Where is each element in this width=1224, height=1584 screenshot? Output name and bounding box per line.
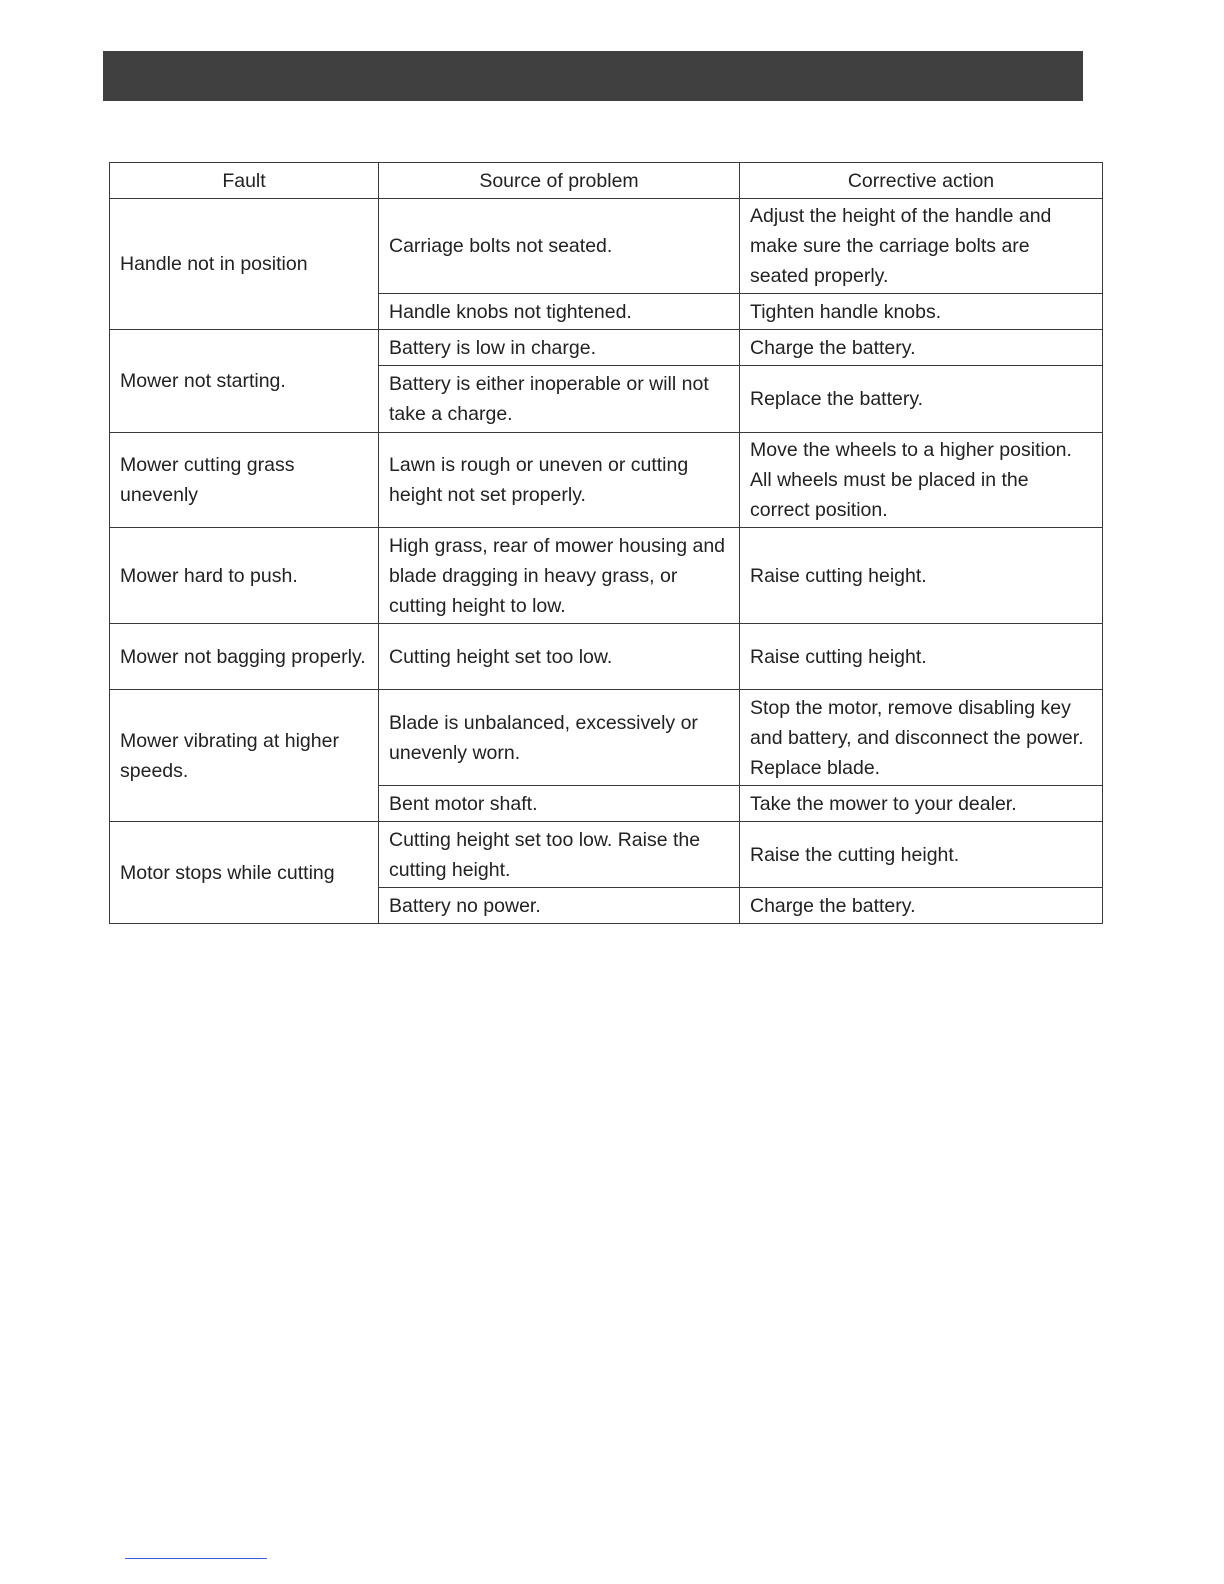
action-cell: Charge the battery.	[740, 888, 1103, 924]
section-header-bar	[103, 51, 1083, 101]
action-cell: Charge the battery.	[740, 330, 1103, 366]
table-row	[110, 330, 1103, 366]
fault-cell: Handle not in position	[110, 199, 379, 330]
source-cell: Cutting height set too low.	[379, 624, 740, 690]
fault-cell: Mower hard to push.	[110, 528, 379, 624]
fault-cell: Mower not bagging properly.	[110, 624, 379, 690]
source-cell: Handle knobs not tightened.	[379, 294, 740, 330]
action-cell: Raise cutting height.	[740, 624, 1103, 690]
action-cell: Raise cutting height.	[740, 528, 1103, 624]
table-row	[110, 199, 1103, 294]
source-cell: Lawn is rough or uneven or cutting height not set properly.	[379, 433, 740, 528]
table-row	[110, 624, 1103, 690]
source-cell: Battery is low in charge.	[379, 330, 740, 366]
footer-rule	[125, 1558, 267, 1559]
table-header-row	[110, 163, 1103, 199]
source-cell: High grass, rear of mower housing and blade dragging in heavy grass, or cutting height to low.	[379, 528, 740, 624]
action-cell: Adjust the height of the handle and make sure the carriage bolts are seated properly.	[740, 199, 1103, 294]
header-fault: Fault	[110, 163, 379, 199]
source-cell: Carriage bolts not seated.	[379, 199, 740, 294]
table-row	[110, 690, 1103, 786]
source-cell: Blade is unbalanced, excessively or unevenly worn.	[379, 690, 740, 786]
troubleshooting-table	[109, 162, 1103, 924]
source-cell: Battery is either inoperable or will not take a charge.	[379, 366, 740, 433]
header-action: Corrective action	[740, 163, 1103, 199]
action-cell: Move the wheels to a higher position. All wheels must be placed in the correct position.	[740, 433, 1103, 528]
header-source: Source of problem	[379, 163, 740, 199]
action-cell: Take the mower to your dealer.	[740, 786, 1103, 822]
source-cell: Bent motor shaft.	[379, 786, 740, 822]
source-cell: Battery no power.	[379, 888, 740, 924]
table-row	[110, 822, 1103, 888]
fault-cell: Mower vibrating at higher speeds.	[110, 690, 379, 822]
table-row	[110, 528, 1103, 624]
table-row	[110, 433, 1103, 528]
action-cell: Replace the battery.	[740, 366, 1103, 433]
action-cell: Stop the motor, remove disabling key and battery, and disconnect the power. Replace blade.	[740, 690, 1103, 786]
fault-cell: Mower not starting.	[110, 330, 379, 433]
fault-cell: Motor stops while cutting	[110, 822, 379, 924]
action-cell: Raise the cutting height.	[740, 822, 1103, 888]
fault-cell: Mower cutting grass unevenly	[110, 433, 379, 528]
source-cell: Cutting height set too low. Raise the cutting height.	[379, 822, 740, 888]
action-cell: Tighten handle knobs.	[740, 294, 1103, 330]
